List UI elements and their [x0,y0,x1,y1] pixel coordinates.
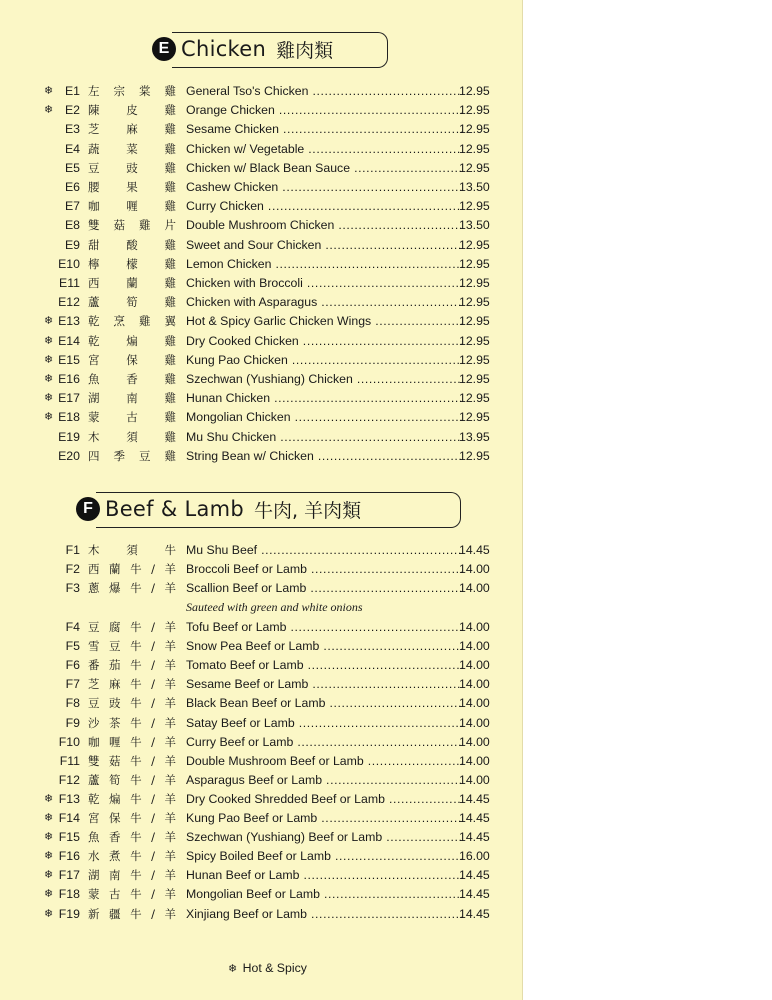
item-chinese-name: 雙 菇 牛 / 羊 [88,753,176,768]
chicken-section-header [152,32,387,66]
menu-item-row [0,255,522,274]
item-name: Szechwan (Yushiang) Beef or Lamb ..... [186,828,462,847]
menu-item-row [0,579,522,598]
item-code: F18 [58,887,80,902]
menu-item-row [0,274,522,293]
item-chinese-name: 芝 麻 雞 [88,122,176,137]
item-chinese-name: 蒙 古 雞 [88,410,176,425]
item-chinese-name: 沙 茶 牛 / 羊 [88,715,176,730]
item-code: F7 [65,677,80,692]
item-name: String Bean w/ Chicken ..... [186,447,462,466]
menu-item-row [0,428,522,447]
item-chinese-name: 蘆 筍 雞 [88,295,176,310]
item-code: E5 [64,160,80,175]
item-price: 12.95 [459,103,490,118]
item-code: E7 [64,199,80,214]
item-name: Sesame Chicken ..... [186,120,462,139]
menu-item-row [0,752,522,771]
menu-item-row [0,236,522,255]
item-price: 13.95 [459,429,490,444]
item-name: Chicken with Asparagus ..... [186,293,462,312]
item-name: Hot & Spicy Garlic Chicken Wings ..... [186,312,462,331]
item-name: Satay Beef or Lamb ..... [186,714,462,733]
menu-item-row [0,370,522,389]
item-code: F11 [59,753,80,768]
item-chinese-name: 番 茄 牛 / 羊 [88,658,176,673]
item-name: Xinjiang Beef or Lamb ..... [186,905,462,924]
item-chinese-name: 新 疆 牛 / 羊 [88,906,176,921]
menu-item-row [0,541,522,560]
item-price: 14.00 [459,734,490,749]
legend-label: Hot & Spicy [242,961,307,975]
item-name: Dry Cooked Shredded Beef or Lamb ..... [186,790,462,809]
item-code: E8 [64,218,80,233]
item-price: 13.50 [459,218,490,233]
item-price: 14.00 [459,639,490,654]
item-chinese-name: 西 蘭 牛 / 羊 [88,562,176,577]
section-title: Beef & Lamb [105,497,245,521]
item-chinese-name: 蒙 古 牛 / 羊 [88,887,176,902]
item-price: 14.45 [459,868,490,883]
item-chinese-name: 魚 香 雞 [88,372,176,386]
section-badge: E [152,37,176,61]
item-code: F3 [65,581,80,596]
item-name: Spicy Boiled Beef or Lamb ..... [186,847,462,866]
item-code: F17 [58,868,80,883]
scallion-note: Sauteed with green and white onions [186,600,363,614]
item-name: Asparagus Beef or Lamb ..... [186,771,462,790]
item-code: F10 [58,734,80,749]
item-price: 12.95 [459,276,490,290]
menu-item-row [0,771,522,790]
menu-item-row [0,293,522,312]
item-price: 14.00 [459,658,490,673]
item-code: F14 [58,811,80,825]
item-name: Chicken w/ Black Bean Sauce ..... [186,159,462,178]
item-chinese-name: 檸 檬 雞 [88,256,176,271]
item-chinese-name: 木 須 雞 [88,429,176,444]
item-name: Mongolian Chicken ..... [186,408,462,427]
menu-item-row [0,675,522,694]
item-price: 12.95 [459,84,490,98]
menu-item-row [0,656,522,675]
chili-pepper-icon: ❄ [44,373,54,385]
item-name: Chicken with Broccoli ..... [186,274,462,293]
item-price: 12.95 [459,160,490,175]
item-price: 14.45 [459,887,490,902]
item-chinese-name: 陳 皮 雞 [88,103,176,118]
item-code: F9 [65,715,80,730]
menu-item-row [0,408,522,427]
menu-item-row [0,733,522,752]
item-name: Mu Shu Chicken ..... [186,428,462,447]
item-name: Black Bean Beef or Lamb ..... [186,694,462,713]
item-code: E10 [58,256,80,271]
menu-item-row [0,560,522,579]
item-name: Chicken w/ Vegetable ..... [186,140,462,159]
item-code: F1 [65,543,80,557]
chili-pepper-icon: ❄ [44,907,54,920]
item-name: General Tso's Chicken ..... [186,82,462,101]
chili-pepper-icon: ❄ [44,104,54,117]
chili-pepper-icon: ❄ [44,888,54,901]
menu-item-row [0,714,522,733]
menu-item-row [0,178,522,197]
item-chinese-name: 乾 煸 雞 [88,333,176,348]
menu-item-row [0,618,522,637]
item-code: E13 [58,314,80,329]
item-name: Curry Beef or Lamb ..... [186,733,462,752]
menu-item-row [0,905,522,924]
item-name: Kung Pao Beef or Lamb ..... [186,809,462,828]
item-code: E19 [58,429,80,444]
item-code: F4 [65,620,80,634]
item-chinese-name: 豆 腐 牛 / 羊 [88,620,176,634]
item-chinese-name: 水 煮 牛 / 羊 [88,849,176,864]
item-name: Mu Shu Beef ..... [186,541,462,560]
item-chinese-name: 豆 豉 牛 / 羊 [88,696,176,711]
item-code: E12 [58,295,80,310]
chili-pepper-icon: ❄ [44,850,54,863]
menu-item-row [0,885,522,904]
item-name: Tomato Beef or Lamb ..... [186,656,462,675]
item-chinese-name: 西 蘭 雞 [88,276,176,290]
item-price: 14.00 [459,562,490,577]
item-price: 12.95 [459,372,490,386]
section-title-chinese: 雞肉類 [276,39,334,62]
menu-item-row [0,790,522,809]
item-price: 16.00 [459,849,490,864]
chili-pepper-icon: ❄ [44,392,54,405]
item-price: 12.95 [459,352,490,367]
item-price: 12.95 [459,410,490,425]
item-chinese-name: 甜 酸 雞 [88,237,176,252]
item-name: Scallion Beef or Lamb ..... [186,579,462,598]
item-price: 12.95 [459,199,490,214]
menu-item-row [0,332,522,351]
chili-pepper-icon: ❄ [44,334,54,347]
item-price: 14.45 [459,543,490,557]
chili-pepper-icon: ❄ [44,792,54,805]
menu-item-row [0,389,522,408]
chili-pepper-icon: ❄ [44,831,54,844]
item-chinese-name: 湖 南 雞 [88,391,176,406]
item-code: E3 [64,122,80,137]
chili-pepper-icon: ❄ [44,411,54,424]
item-price: 13.50 [459,180,490,194]
item-chinese-name: 蔥 爆 牛 / 羊 [88,581,176,596]
item-name: Kung Pao Chicken ..... [186,351,462,370]
menu-item-row [0,120,522,139]
item-chinese-name: 宮 保 雞 [88,352,176,367]
chili-pepper-icon: ❄ [44,353,54,366]
item-code: E4 [64,141,80,156]
item-name: Double Mushroom Chicken ..... [186,216,462,235]
menu-item-row [0,809,522,828]
chili-pepper-icon: ❄ [44,85,54,97]
item-name: Sweet and Sour Chicken ..... [186,236,462,255]
item-code: E1 [64,84,80,98]
item-price: 12.95 [459,391,490,406]
menu-item-row [0,351,522,370]
item-chinese-name: 湖 南 牛 / 羊 [88,868,176,883]
item-price: 12.95 [459,314,490,329]
item-price: 14.00 [459,715,490,730]
item-name: Double Mushroom Beef or Lamb ..... [186,752,462,771]
item-price: 14.00 [459,696,490,711]
item-name: Snow Pea Beef or Lamb ..... [186,637,462,656]
menu-item-row [0,197,522,216]
item-code: E14 [58,333,80,348]
chili-pepper-icon: ❄ [44,315,54,328]
item-code: E18 [58,410,80,425]
item-code: E20 [58,448,80,463]
item-code: F15 [58,830,80,845]
menu-item-row [0,101,522,120]
item-chinese-name: 腰 果 雞 [88,180,176,194]
menu-item-row [0,82,522,101]
item-price: 14.00 [459,620,490,634]
menu-item-row [0,447,522,466]
menu-item-row [0,637,522,656]
item-name: Szechwan (Yushiang) Chicken ..... [186,370,462,389]
item-name: Curry Chicken ..... [186,197,462,216]
item-price: 14.00 [459,677,490,692]
beef-lamb-section-header [76,492,460,526]
item-code: F6 [65,658,80,673]
item-code: E6 [64,180,80,194]
item-code: F8 [65,696,80,711]
item-chinese-name: 蔬 菜 雞 [88,141,176,156]
menu-item-row [0,216,522,235]
item-name: Lemon Chicken ..... [186,255,462,274]
item-price: 14.00 [459,753,490,768]
item-chinese-name: 魚 香 牛 / 羊 [88,830,176,845]
item-price: 12.95 [459,122,490,137]
section-title: Chicken [181,37,267,61]
item-name: Dry Cooked Chicken ..... [186,332,462,351]
item-code: E11 [59,276,80,290]
item-chinese-name: 豆 豉 雞 [88,160,176,175]
item-chinese-name: 四 季 豆 雞 [88,448,176,463]
section-badge: F [76,497,100,521]
item-chinese-name: 咖 喱 牛 / 羊 [88,734,176,749]
item-code: F19 [58,906,80,921]
item-price: 12.95 [459,333,490,348]
item-chinese-name: 宮 保 牛 / 羊 [88,811,176,825]
menu-item-row [0,159,522,178]
section-title-chinese: 牛肉, 羊肉類 [254,499,362,522]
menu-item-row [0,140,522,159]
item-chinese-name: 左 宗 棠 雞 [88,84,176,98]
item-name: Cashew Chicken ..... [186,178,462,197]
item-price: 12.95 [459,237,490,252]
item-code: E9 [64,237,80,252]
menu-item-row [0,312,522,331]
menu-item-row [0,866,522,885]
chili-pepper-icon: ❄ [228,963,238,975]
item-code: F13 [58,791,80,806]
item-name: Orange Chicken ..... [186,101,462,120]
item-price: 14.00 [459,772,490,787]
item-code: E2 [64,103,80,118]
item-chinese-name: 咖 喱 雞 [88,199,176,214]
item-code: F5 [65,639,80,654]
item-price: 12.95 [459,448,490,463]
item-price: 12.95 [459,295,490,310]
item-code: E16 [58,372,80,386]
item-price: 14.45 [459,811,490,825]
menu-item-row [0,694,522,713]
item-chinese-name: 雪 豆 牛 / 羊 [88,639,176,654]
chili-pepper-icon: ❄ [44,812,54,824]
item-chinese-name: 芝 麻 牛 / 羊 [88,677,176,692]
item-name: Hunan Beef or Lamb ..... [186,866,462,885]
menu-item-row [0,847,522,866]
item-price: 12.95 [459,141,490,156]
item-price: 14.45 [459,830,490,845]
item-chinese-name: 蘆 筍 牛 / 羊 [88,772,176,787]
item-name: Mongolian Beef or Lamb ..... [186,885,462,904]
item-price: 14.45 [459,791,490,806]
item-chinese-name: 雙 菇 雞 片 [88,218,176,233]
menu-item-row [0,828,522,847]
item-chinese-name: 乾 烹 雞 翼 [88,314,176,329]
item-price: 14.00 [459,581,490,596]
item-code: F2 [65,562,80,577]
chili-pepper-icon: ❄ [44,869,54,882]
item-chinese-name: 乾 煸 牛 / 羊 [88,791,176,806]
item-code: F16 [58,849,80,864]
item-code: E17 [58,391,80,406]
item-price: 14.45 [459,906,490,921]
legend [228,961,307,975]
item-chinese-name: 木 須 牛 [88,543,176,557]
item-name: Sesame Beef or Lamb ..... [186,675,462,694]
item-price: 12.95 [459,256,490,271]
item-name: Tofu Beef or Lamb ..... [186,618,462,637]
item-code: F12 [58,772,80,787]
item-code: E15 [58,352,80,367]
item-name: Hunan Chicken ..... [186,389,462,408]
item-name: Broccoli Beef or Lamb ..... [186,560,462,579]
